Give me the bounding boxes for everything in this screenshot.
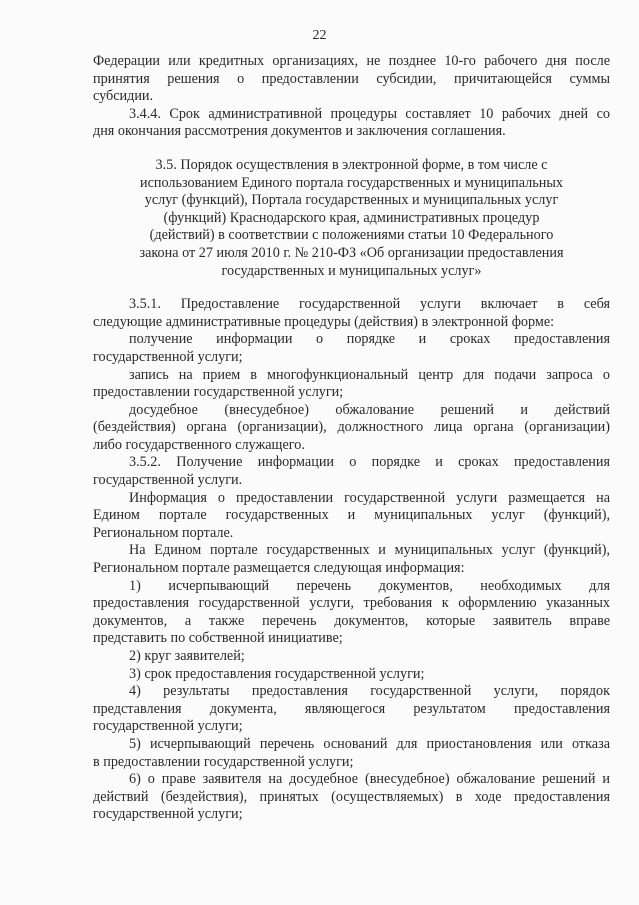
text-line: действий (бездействия), принятых (осуществляемых) в ходе предоставления — [93, 788, 610, 805]
text-line: следующие административные процедуры (действия) в электронной форме: — [93, 313, 555, 330]
page-number: 22 — [312, 28, 327, 43]
text-line: Едином портале государственных и муниципальных услуг (функций), — [93, 507, 610, 524]
text-line: 3.5.2. Получение информации о порядке и сроках предоставления — [129, 454, 610, 471]
section-heading-line: (функций) Краснодарского края, административных процедур — [163, 209, 540, 226]
document-body — [93, 53, 610, 824]
text-line: 6) о праве заявителя на досудебное (внесудебное) обжалование решений и — [129, 771, 610, 788]
text-line: 3.4.4. Срок административной процедуры составляет 10 рабочих дней со — [129, 105, 610, 122]
text-line: дня окончания рассмотрения документов и заключения соглашения. — [93, 123, 506, 140]
text-line: субсидии. — [93, 88, 154, 105]
text-line: запись на прием в многофункциональный центр для подачи запроса о — [129, 366, 610, 383]
text-line: (бездействия) органа (организации), должностного лица органа (организации) — [93, 419, 610, 436]
text-line: 3.5.1. Предоставление государственной услуги включает в себя — [129, 296, 610, 313]
text-line: получение информации о порядке и сроках предоставления — [129, 331, 610, 348]
text-line: Информация о предоставлении государственной услуги размещается на — [129, 489, 610, 506]
text-line: предоставлении государственной услуги; — [93, 384, 344, 401]
section-heading-line: закона от 27 июля 2010 г. № 210-ФЗ «Об организации предоставления — [139, 244, 564, 261]
section-heading-line: услуг (функций), Портала государственных и муниципальных услуг — [144, 192, 559, 209]
text-line: представить по собственной инициативе; — [93, 630, 343, 647]
text-line: предоставления государственной услуги, требования к оформлению указанных — [93, 595, 610, 612]
text-line: досудебное (внесудебное) обжалование решений и действий — [129, 401, 610, 418]
text-line: Федерации или кредитных организациях, не позднее 10-го рабочего дня после — [93, 53, 610, 69]
text-line: Региональном портале. — [93, 524, 234, 541]
text-line: документов, а также перечень документов, которые заявитель вправе — [93, 612, 610, 629]
text-line: государственной услуги; — [93, 348, 243, 365]
section-heading-line: (действий) в соответствии с положениями статьи 10 Федерального — [149, 227, 554, 244]
text-line: государственной услуги; — [93, 806, 243, 823]
text-line: государственной услуги. — [93, 472, 243, 489]
text-line: Региональном портале размещается следующая информация: — [93, 560, 465, 577]
text-line: 5) исчерпывающий перечень оснований для приостановления или отказа — [129, 735, 610, 752]
text-line: 2) круг заявителей; — [129, 648, 245, 664]
text-line: На Едином портале государственных и муниципальных услуг (функций), — [129, 542, 610, 559]
text-line: 4) результаты предоставления государственной услуги, порядок — [129, 683, 610, 700]
paragraph-gap — [93, 141, 610, 157]
section-heading-line: использованием Единого портала государственных и муниципальных — [140, 174, 563, 191]
text-line: в предоставлении государственной услуги; — [93, 753, 354, 770]
text-line: принятия решения о предоставлении субсидии, причитающейся суммы — [93, 70, 610, 87]
text-line: 1) исчерпывающий перечень документов, необходимых для — [129, 577, 610, 594]
text-line: представления документа, являющегося результатом предоставления — [93, 700, 610, 717]
section-heading-line: государственных и муниципальных услуг» — [221, 262, 482, 279]
paragraph-gap — [93, 280, 610, 296]
section-heading-line: 3.5. Порядок осуществления в электронной форме, в том числе с — [155, 156, 548, 173]
text-line: 3) срок предоставления государственной услуги; — [129, 665, 425, 682]
text-line: государственной услуги; — [93, 718, 243, 735]
text-line: либо государственного служащего. — [93, 436, 305, 453]
